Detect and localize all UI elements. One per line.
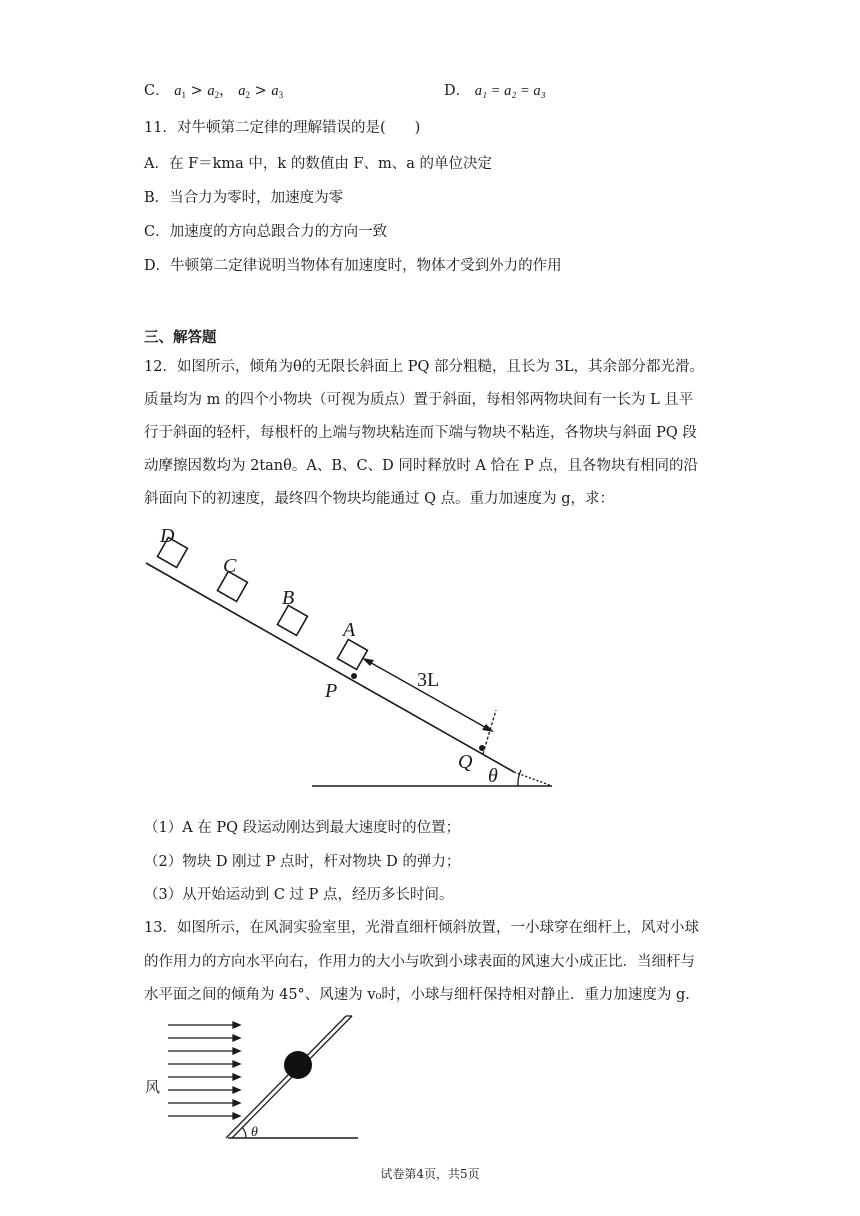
arrowhead-upper	[362, 658, 374, 666]
wind-figure	[140, 1010, 370, 1142]
q11-option-b: B．当合力为零时，加速度为零	[144, 190, 344, 206]
q12-line-3: 行于斜面的轻杆，每根杆的上端与物块粘连而下端与物块不粘连，各物块与斜面 PQ 段	[144, 425, 697, 441]
q12-sub-1: （1）A 在 PQ 段运动刚达到最大速度时的位置；	[144, 820, 461, 836]
label-b: B	[282, 587, 295, 609]
point-q-dot	[479, 745, 485, 751]
q12-line-4: 动摩擦因数均为 2tanθ。A、B、C、D 同时释放时 A 恰在 P 点，且各物块有相同的沿	[144, 458, 698, 474]
wind-label: 风	[145, 1078, 161, 1096]
q-tick	[483, 710, 496, 754]
label-c: C	[223, 555, 237, 577]
label-theta: θ	[488, 765, 498, 787]
q11-option-d: D．牛顿第二定律说明当物体有加速度时，物体才受到外力的作用	[144, 258, 562, 274]
incline-surface	[146, 563, 514, 772]
label-d: D	[160, 525, 175, 547]
block-b	[277, 605, 307, 635]
rod-edge-1	[226, 1016, 346, 1138]
label-p: P	[325, 680, 338, 702]
q12-line-2: 质量均为 m 的四个小物块（可视为质点）置于斜面，每相邻两物块间有一长为 L 且平	[144, 392, 694, 408]
wind-angle-arc	[242, 1127, 246, 1138]
q12-sub-2: （2）物块 D 刚过 P 点时，杆对物块 D 的弹力；	[144, 854, 461, 870]
q12-sub-3: （3）从开始运动到 C 过 P 点，经历多长时间。	[144, 887, 454, 903]
ball	[284, 1051, 312, 1079]
label-q: Q	[458, 751, 473, 773]
label-a: A	[343, 619, 356, 641]
q12-line-1: 12．如图所示，倾角为θ的无限长斜面上 PQ 部分粗糙，且长为 3L，其余部分都光滑。	[144, 359, 705, 375]
section-heading: 三、解答题	[144, 329, 217, 346]
q11-option-a: A．在 F＝kma 中，k 的数值由 F、m、a 的单位决定	[144, 156, 492, 172]
block-a	[337, 639, 367, 669]
wind-arrows	[168, 1022, 240, 1119]
angle-arc	[518, 770, 521, 786]
q13-line-1: 13．如图所示，在风洞实验室里，光滑直细杆倾斜放置，一小球穿在细杆上，风对小球	[144, 920, 699, 936]
point-p-dot	[351, 673, 357, 679]
label-3l: 3L	[417, 669, 440, 691]
q10-option-d: D． a₁ = a₂ = a₃	[444, 83, 546, 99]
q10-option-c: C． $a_1 > a_2$， $a_2 > a_3$	[144, 83, 284, 100]
q12-line-5: 斜面向下的初速度，最终四个物块均能通过 Q 点。重力加速度为 g，求：	[144, 491, 614, 507]
q11-stem: 11．对牛顿第二定律的理解错误的是( )	[144, 120, 421, 136]
q13-line-2: 的作用力的方向水平向右，作用力的大小与吹到小球表面的风速大小成正比．当细杆与	[144, 954, 695, 970]
arrowhead-lower	[482, 724, 494, 732]
q11-option-c: C．加速度的方向总跟合力的方向一致	[144, 224, 388, 240]
wind-theta-label: θ	[251, 1125, 258, 1140]
page-footer: 试卷第4页，共5页	[380, 1167, 480, 1181]
q13-line-3: 水平面之间的倾角为 45°、风速为 v₀时，小球与细杆保持相对静止．重力加速度为 g.	[144, 987, 690, 1003]
incline-figure	[140, 520, 570, 795]
